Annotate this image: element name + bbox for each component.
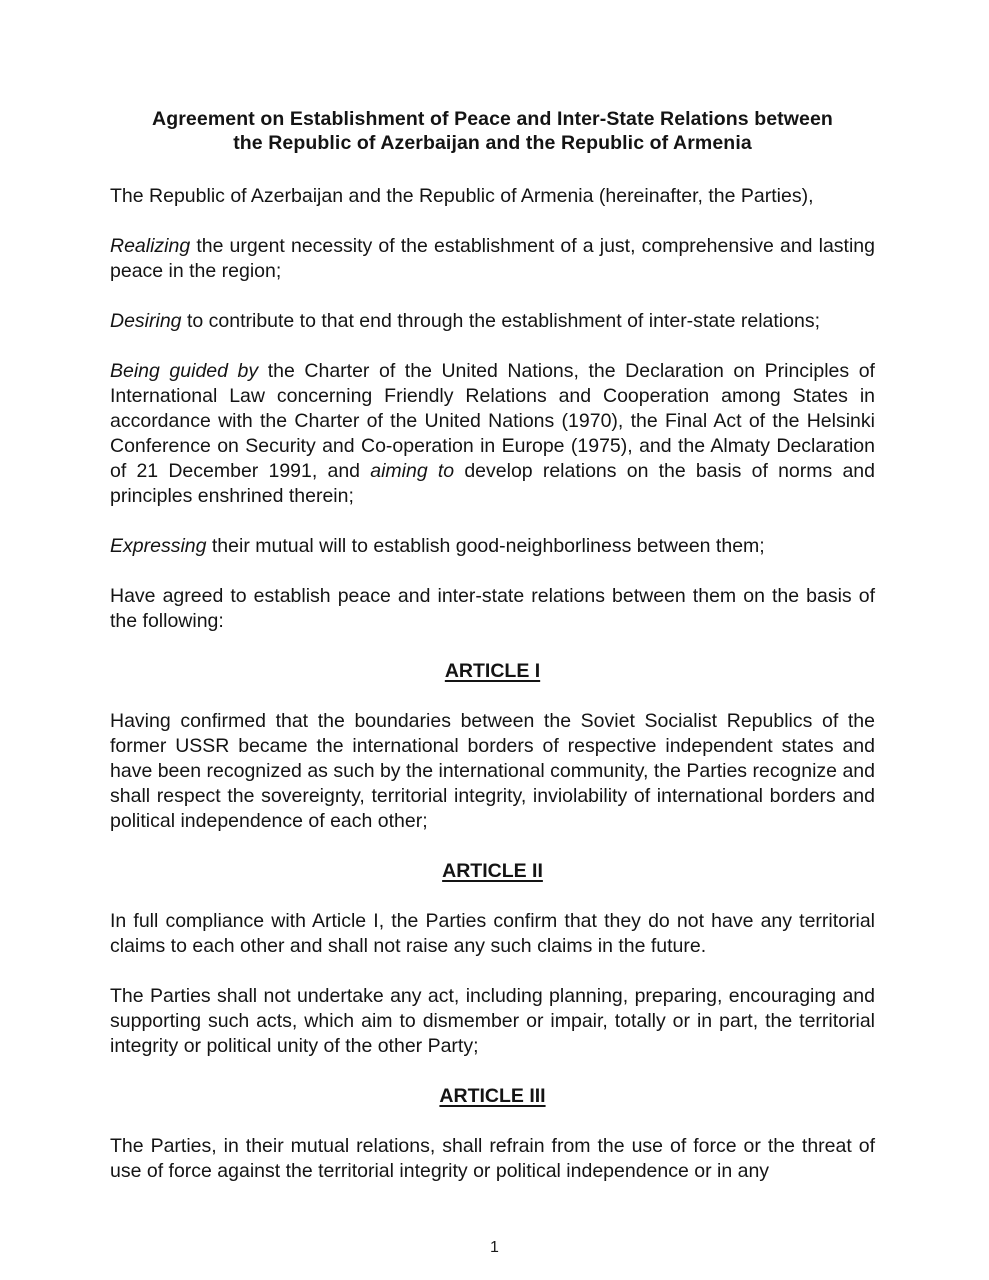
document-paragraph: Being guided by the Charter of the United Nations, the Declaration on Principles of International Law concerning Friendly Relations and Cooperation among States in accordance with the Charter of the United Nations (1970), the Final Act of the Helsinki Conference on Security and Co-operation in Europe (1975), and the Almaty Declaration of 21 December 1991, and aiming to develop relations on the basis of norms and principles enshrined therein; <box>110 360 875 507</box>
document-paragraph: The Parties, in their mutual relations, shall refrain from the use of force or the threat of use of force against the territorial integrity or political independence or in any <box>110 1135 875 1182</box>
document-paragraph: Have agreed to establish peace and inter-state relations between them on the basis of the following: <box>110 585 875 632</box>
document-paragraph: Having confirmed that the boundaries between the Soviet Socialist Republics of the former USSR became the international borders of respective independent states and have been recognized as such by the international community, the Parties recognize and shall respect the sovereignty, territorial integrity, inviolability of international borders and political independence of each other; <box>110 710 875 832</box>
document-paragraph: The Parties shall not undertake any act, including planning, preparing, encouraging and supporting such acts, which aim to dismember or impair, totally or in part, the territorial integrity or political unity of the other Party; <box>110 985 875 1057</box>
article-heading-text: ARTICLE II <box>442 860 543 882</box>
document-paragraph: Expressing their mutual will to establish good-neighborliness between them; <box>110 535 765 557</box>
article-heading <box>110 1084 875 1109</box>
page-number: 1 <box>490 1239 499 1256</box>
article-heading <box>110 859 875 884</box>
document-paragraph: The Republic of Azerbaijan and the Republic of Armenia (hereinafter, the Parties), <box>110 185 814 207</box>
document-paragraph: In full compliance with Article I, the Parties confirm that they do not have any territorial claims to each other and shall not raise any such claims in the future. <box>110 910 875 957</box>
document-content <box>110 107 875 1209</box>
article-heading <box>110 659 875 684</box>
article-heading-text: ARTICLE I <box>444 660 541 682</box>
article-heading-text: ARTICLE III <box>439 1085 546 1107</box>
document-title: Agreement on Establishment of Peace and Inter-State Relations between the Republic of Azerbaijan and the Republic of Armenia <box>152 108 833 154</box>
document-paragraph: Realizing the urgent necessity of the establishment of a just, comprehensive and lasting peace in the region; <box>110 235 875 282</box>
document-paragraph: Desiring to contribute to that end through the establishment of inter-state relations; <box>110 310 820 332</box>
document-body <box>110 184 875 1184</box>
